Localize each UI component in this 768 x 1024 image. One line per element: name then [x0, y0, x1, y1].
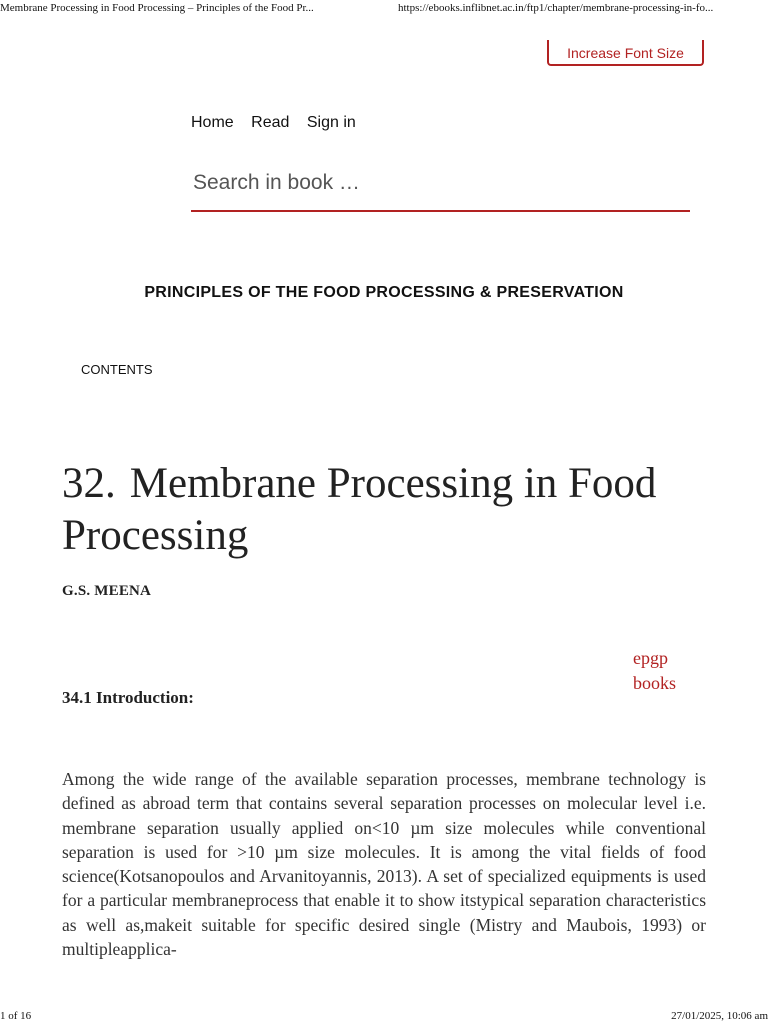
- section-heading: 34.1 Introduction:: [62, 688, 194, 707]
- epgp-books-link[interactable]: [633, 646, 693, 696]
- print-header-url: https://ebooks.inflibnet.ac.in/ftp1/chapter/membrane-processing-in-fo...: [398, 2, 714, 14]
- increase-font-size-button[interactable]: Increase Font Size: [547, 40, 704, 66]
- nav-item-read[interactable]: Read: [251, 114, 290, 131]
- chapter-title: [62, 458, 722, 562]
- print-header: [0, 2, 768, 18]
- chapter-title-text: Membrane Processing in Food Processing: [62, 460, 657, 559]
- print-footer-page: 1 of 16: [0, 1010, 32, 1022]
- contents-toggle[interactable]: CONTENTS: [81, 362, 153, 377]
- intro-paragraph: Among the wide range of the available separation processes, membrane technology is defined as abroad term that contains several separation processes on molecular level i.e. membrane separation usually applied on<10 µm size molecules while conventional separation is used for >10 µm size molecules. It is among the vital fields of food science(Kotsanopoulos and Arvanitoyannis, 2013). A set of specialized equipments is used for a particular membraneprocess that enable it to show itstypical separation characteristics as well as,makeit suitable for specific desired single (Mistry and Maubois, 1993) or multipleapplica-: [62, 769, 706, 960]
- print-header-title: Membrane Processing in Food Processing – Principles of the Food Pr...: [0, 2, 314, 14]
- chapter-author: G.S. MEENA: [62, 583, 152, 599]
- nav-item-sign-in[interactable]: Sign in: [306, 114, 356, 131]
- top-nav: [191, 114, 369, 132]
- print-footer-timestamp: 27/01/2025, 10:06 am: [671, 1010, 768, 1022]
- print-footer: [0, 1010, 768, 1024]
- epgp-books-line2: books: [633, 673, 677, 693]
- nav-item-home[interactable]: Home: [191, 114, 234, 131]
- book-title-link[interactable]: PRINCIPLES OF THE FOOD PROCESSING & PRESERVATION: [144, 284, 624, 301]
- search-in-book-input[interactable]: [191, 156, 690, 212]
- epgp-books-line1: epgp: [633, 648, 668, 668]
- chapter-number: 32.: [62, 460, 116, 507]
